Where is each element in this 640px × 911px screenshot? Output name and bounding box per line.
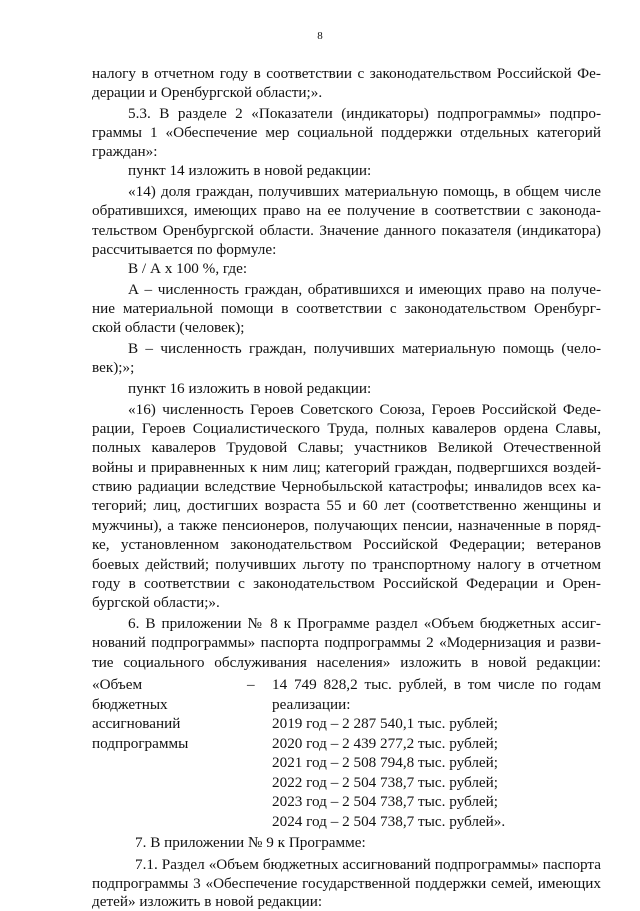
text-line: 6. В приложении № 8 к Программе раздел «Объем бюджетных ассиг- bbox=[128, 615, 601, 632]
text-line: тегорий; лиц, достигших возраста 55 и 60 лет (соответственно женщины и bbox=[92, 497, 601, 514]
text-line: «16) численность Героев Советского Союза, Героев Российской Феде- bbox=[128, 401, 601, 418]
text-line: боевых действий; получивших льготу по транспортному налогу в отчетном bbox=[92, 556, 601, 573]
text-line: век);»; bbox=[92, 359, 135, 376]
text-line: 7.1. Раздел «Объем бюджетных ассигнований подпрограммы» паспорта bbox=[135, 856, 601, 873]
text-line: мужчины), а также пенсионеров, получающих пенсии, назначенные в поряд- bbox=[92, 517, 601, 534]
table-value: 2019 год – 2 287 540,1 тыс. рублей; bbox=[272, 715, 499, 732]
text-line: обратившихся, имеющих право на ее получение в соответствии с законода- bbox=[92, 202, 601, 219]
table-dash: – bbox=[247, 676, 255, 693]
text-line: войны и приравненных к ним лиц; категорий граждан, подвергшихся воздей- bbox=[92, 459, 601, 476]
text-line: дерации и Оренбургской области;». bbox=[92, 84, 323, 101]
text-line: 5.3. В разделе 2 «Показатели (индикаторы) подпрограммы» подпро- bbox=[128, 105, 601, 122]
text-line: 7. В приложении № 9 к Программе: bbox=[135, 834, 366, 851]
text-line: «14) доля граждан, получивших материальную помощь, в общем числе bbox=[128, 183, 601, 200]
text-line: В – численность граждан, получивших материальную помощь (чело- bbox=[128, 340, 601, 357]
table-label: бюджетных bbox=[92, 696, 168, 713]
table-value: реализации: bbox=[272, 696, 351, 713]
table-label: ассигнований bbox=[92, 715, 181, 732]
text-line: полных кавалеров Трудовой Славы; участников Великой Отечественной bbox=[92, 439, 601, 456]
table-value: 2021 год – 2 508 794,8 тыс. рублей; bbox=[272, 754, 499, 771]
text-line: рассчитывается по формуле: bbox=[92, 241, 277, 258]
table-value: 2023 год – 2 504 738,7 тыс. рублей; bbox=[272, 793, 499, 810]
text-line: году в соответствии с законодательством Российской Федерации и Орен- bbox=[92, 575, 601, 592]
text-line: детей» изложить в новой редакции: bbox=[92, 893, 323, 910]
table-value: 2022 год – 2 504 738,7 тыс. рублей; bbox=[272, 774, 499, 791]
text-line: граммы 1 «Обеспечение мер социальной поддержки отдельных категорий bbox=[92, 124, 601, 141]
text-line: пункт 16 изложить в новой редакции: bbox=[128, 380, 372, 397]
formula: В / А х 100 %, где: bbox=[128, 260, 248, 277]
table-value: 2024 год – 2 504 738,7 тыс. рублей». bbox=[272, 813, 506, 830]
text-line: ствию радиации вследствие Чернобыльской катастрофы; инвалидов всех ка- bbox=[92, 478, 601, 495]
page-number: 8 bbox=[317, 30, 323, 42]
text-line: бургской области;». bbox=[92, 594, 220, 611]
text-line: А – численность граждан, обратившихся и имеющих право на получе- bbox=[128, 281, 601, 298]
table-label: подпрограммы bbox=[92, 735, 189, 752]
text-line: рации, Героев Социалистического Труда, полных кавалеров ордена Славы, bbox=[92, 420, 601, 437]
table-label: «Объем bbox=[92, 676, 143, 693]
text-line: тельством Оренбургской области. Значение данного показателя (индикатора) bbox=[92, 222, 601, 239]
text-line: нований подпрограммы» паспорта подпрограммы 2 «Модернизация и разви- bbox=[92, 634, 601, 651]
text-line: тие социального обслуживания населения» изложить в новой редакции: bbox=[92, 654, 601, 671]
text-line: ской области (человек); bbox=[92, 319, 245, 336]
text-line: ке, установленном законодательством Российской Федерации; ветеранов bbox=[92, 536, 601, 553]
text-line: налогу в отчетном году в соответствии с законодательством Российской Фе- bbox=[92, 65, 601, 82]
text-line: граждан»: bbox=[92, 143, 158, 160]
table-value: 2020 год – 2 439 277,2 тыс. рублей; bbox=[272, 735, 499, 752]
text-line: подпрограммы 3 «Обеспечение государственной поддержки семей, имеющих bbox=[92, 875, 601, 892]
text-line: пункт 14 изложить в новой редакции: bbox=[128, 162, 372, 179]
text-line: ние материальной помощи в соответствии с законодательством Оренбург- bbox=[92, 300, 601, 317]
table-value: 14 749 828,2 тыс. рублей, в том числе по годам bbox=[272, 676, 601, 693]
